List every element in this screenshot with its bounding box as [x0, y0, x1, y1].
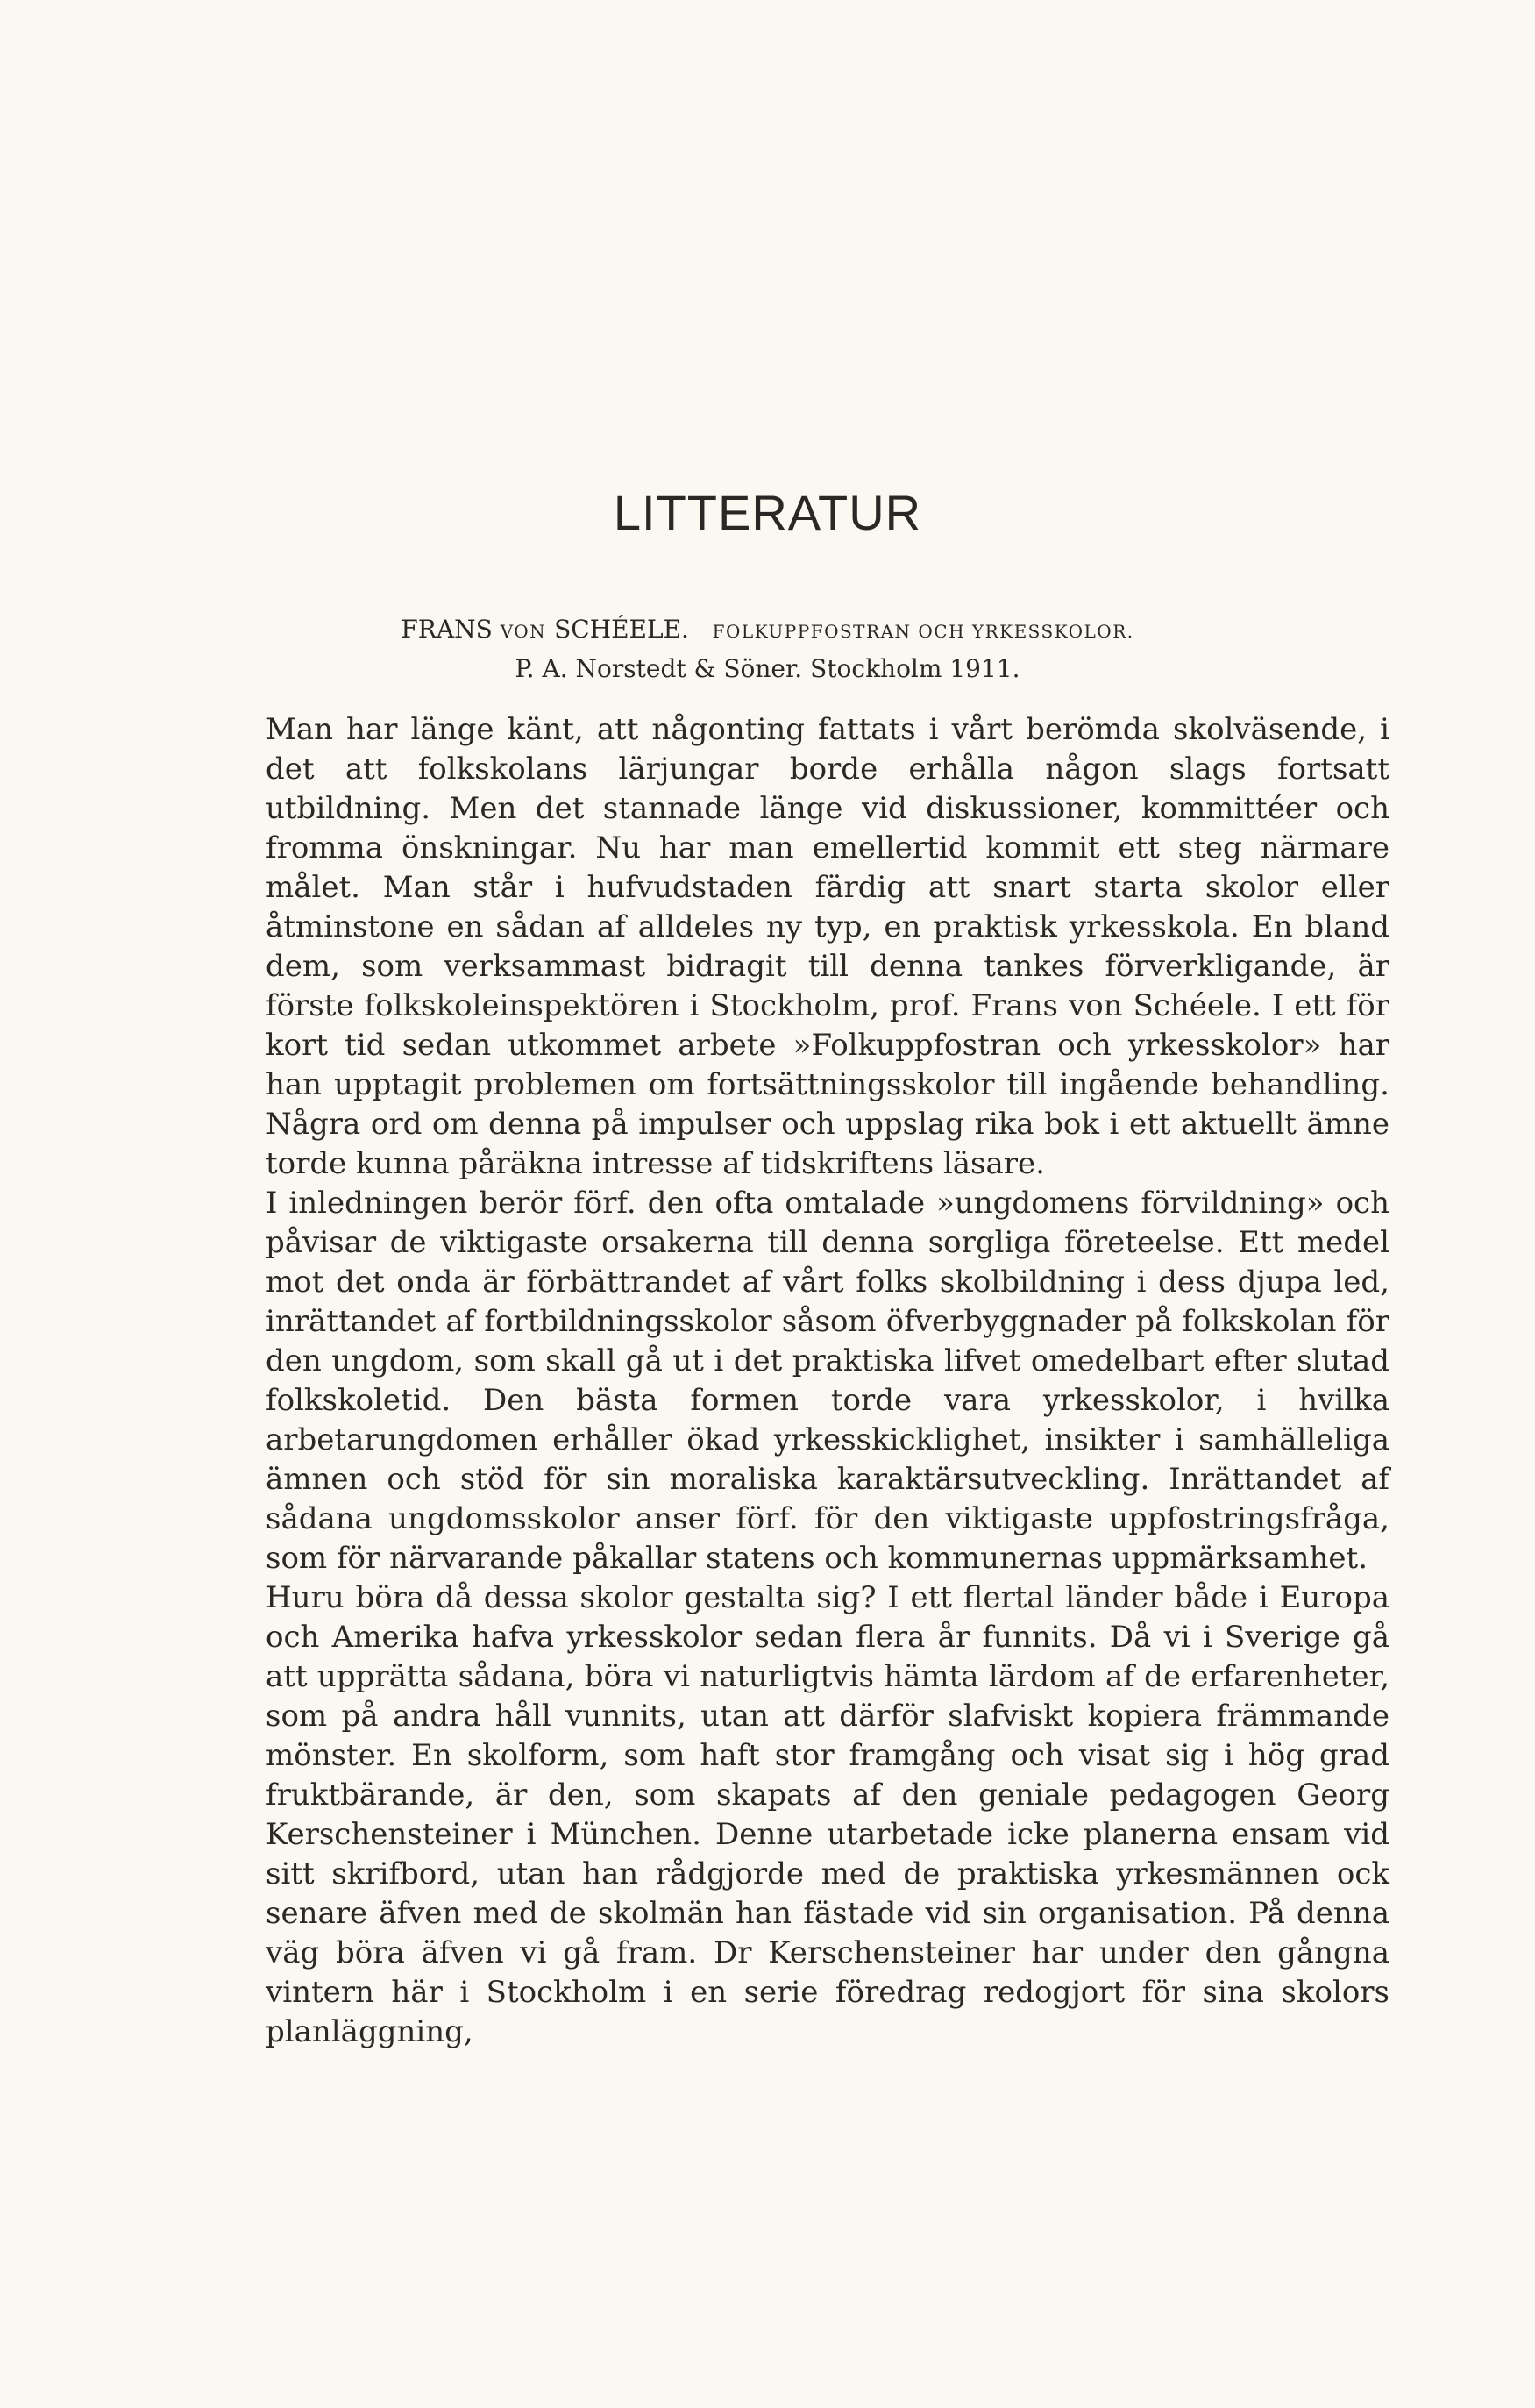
- reference-author-line: [0, 614, 1535, 647]
- reference-book-title: FOLKUPPFOSTRAN OCH YRKESSKOLOR.: [712, 621, 1134, 642]
- reference-publisher-line: P. A. Norstedt & Söner. Stockholm 1911.: [515, 654, 1020, 683]
- body-text: [266, 710, 1389, 2052]
- paragraph-1: Man har länge känt, att någonting fattats i vårt berömda skolväsende, i det att folkskolans lärjungar borde erhålla någon slags fortsatt utbildning. Men det stannade länge vid diskussioner, kommittéer och fromma önskningar. Nu har man emellertid kommit ett steg närmare målet. Man står i hufvudstaden färdig att snart starta skolor eller åtminstone en sådan af alldeles ny typ, en praktisk yrkesskola. En bland dem, som verksammast bidragit till denna tankes förverkligande, är förste folkskoleinspektören i Stockholm, prof. Frans von Schéele. I ett för kort tid sedan utkommet arbete »Folkuppfostran och yrkesskolor» har han upptagit problemen om fortsättningsskolor till ingående behandling. Några ord om denna på impulser och uppslag rika bok i ett aktuellt ämne torde kunna påräkna intresse af tidskriftens läsare.: [266, 712, 1389, 1181]
- page-title: LITTERATUR: [613, 485, 922, 540]
- reference-author-last: SCHÉELE.: [554, 615, 689, 644]
- reference-author-first: FRANS: [401, 615, 493, 644]
- reference-author-particle: VON: [500, 621, 547, 642]
- paragraph-3: Huru böra då dessa skolor gestalta sig? I ett flertal länder både i Europa och Amerika hafva yrkesskolor sedan flera år funnits. Då vi i Sverige gå att upprätta sådana, böra vi naturligtvis hämta lärdom af de erfarenheter, som på andra håll vunnits, utan att därför slafviskt kopiera främmande mönster. En skolform, som haft stor framgång och visat sig i hög grad fruktbärande, är den, som skapats af den geniale pedagogen Georg Kerschensteiner i München. Denne utarbetade icke planerna ensam vid sitt skrifbord, utan han rådgjorde med de praktiska yrkesmännen ock senare äfven med de skolmän han fästade vid sin organisation. På denna väg böra äfven vi gå fram. Dr Kerschensteiner har under den gångna vintern här i Stockholm i en serie föredrag redogjort för sina skolors planläggning,: [266, 1580, 1389, 2049]
- paragraph-2: I inledningen berör förf. den ofta omtalade »ungdomens förvildning» och påvisar de viktigaste orsakerna till denna sorgliga företeelse. Ett medel mot det onda är förbättrandet af vårt folks skolbildning i dess djupa led, inrättandet af fortbildningsskolor såsom öfverbyggnader på folkskolan för den ungdom, som skall gå ut i det praktiska lifvet omedelbart efter slutad folkskoletid. Den bästa formen torde vara yrkesskolor, i hvilka arbetarungdomen erhåller ökad yrkesskicklighet, insikter i samhälleliga ämnen och stöd för sin moraliska karaktärsutveckling. Inrättandet af sådana ungdomsskolor anser förf. för den viktigaste uppfostringsfråga, som för närvarande påkallar statens och kommunernas uppmärksamhet.: [266, 1186, 1389, 1576]
